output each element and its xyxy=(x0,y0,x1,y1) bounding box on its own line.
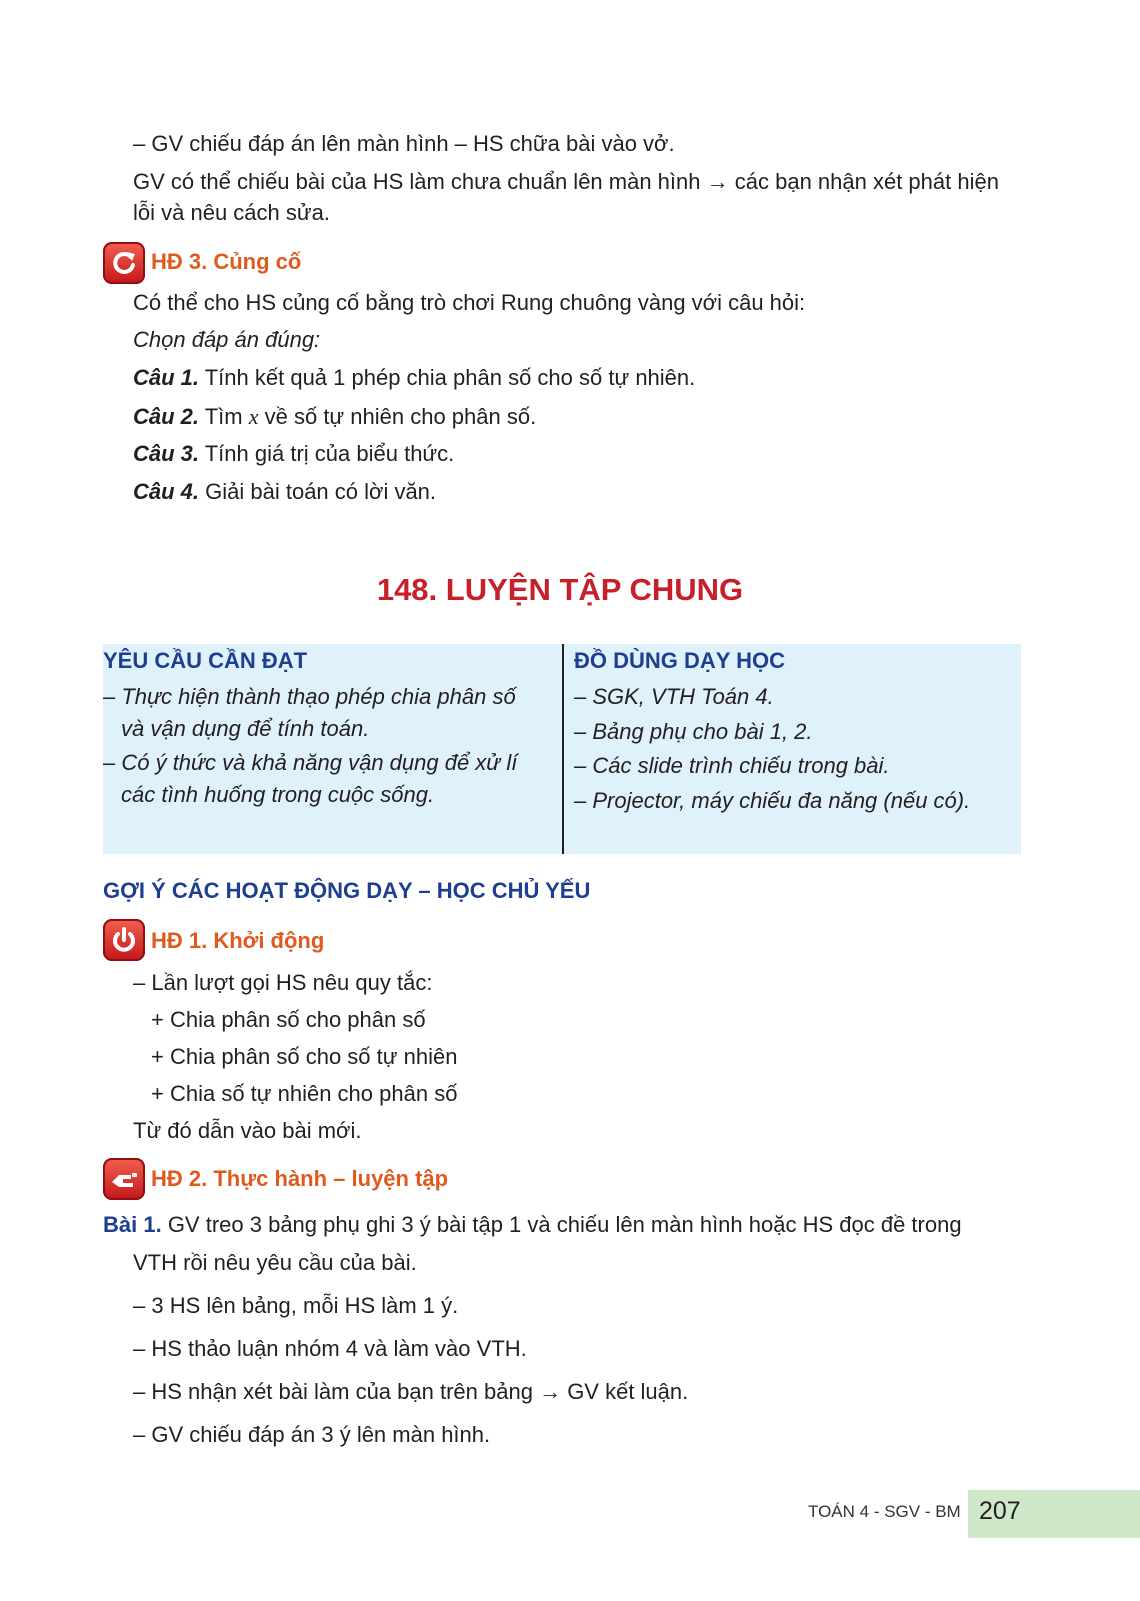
column-divider xyxy=(562,644,564,854)
hd3-prompt: Chọn đáp án đúng: xyxy=(133,327,321,352)
hand-point-icon xyxy=(103,1158,145,1200)
page-number: 207 xyxy=(979,1497,1021,1525)
activities-heading: GỢI Ý CÁC HOẠT ĐỘNG DẠY – HỌC CHỦ YẾU xyxy=(103,878,591,903)
exercise-label: Bài 1. xyxy=(103,1212,162,1237)
hd2-title: HĐ 2. Thực hành – luyện tập xyxy=(151,1166,449,1191)
requirement-line: – Thực hiện thành thạo phép chia phân số xyxy=(103,684,516,709)
arrow-right-icon: → xyxy=(539,1379,562,1404)
question-item xyxy=(133,404,536,430)
hd1-line: + Chia phân số cho phân số xyxy=(151,1007,426,1032)
exercise-line: VTH rồi nêu yêu cầu của bài. xyxy=(133,1250,417,1275)
text-fragment: GV kết luận. xyxy=(567,1379,689,1404)
question-label: Câu 3. xyxy=(133,441,200,466)
requirement-line: – Có ý thức và khả năng vận dụng để xử lí xyxy=(103,750,518,775)
text-fragment: – HS nhận xét bài làm của bạn trên bảng xyxy=(133,1379,533,1404)
question-item xyxy=(133,479,436,505)
hd3-intro: Có thể cho HS củng cố bằng trò chơi Rung chuông vàng với câu hỏi: xyxy=(133,290,806,315)
math-variable: x xyxy=(248,404,259,429)
requirement-line: và vận dụng để tính toán. xyxy=(121,716,370,741)
hd1-line: Từ đó dẫn vào bài mới. xyxy=(133,1118,362,1143)
step-line: – GV chiếu đáp án 3 ý lên màn hình. xyxy=(133,1422,491,1447)
question-text: Tính kết quả 1 phép chia phân số cho số tự nhiên. xyxy=(199,365,696,390)
requirement-line: các tình huống trong cuộc sống. xyxy=(121,782,435,807)
question-text: về số tự nhiên cho phân số. xyxy=(258,404,537,429)
step-line: – 3 HS lên bảng, mỗi HS làm 1 ý. xyxy=(133,1293,459,1318)
requirements-heading: YÊU CẦU CẦN ĐẠT xyxy=(103,648,308,673)
footer-book-title: TOÁN 4 - SGV - BM xyxy=(808,1502,961,1521)
question-item xyxy=(133,365,695,391)
text-fragment: các bạn nhận xét phát hiện xyxy=(734,169,999,194)
material-line: – SGK, VTH Toán 4. xyxy=(574,684,774,709)
hd1-line: – Lần lượt gọi HS nêu quy tắc: xyxy=(133,970,433,995)
exercise-line xyxy=(103,1212,962,1238)
material-line: – Các slide trình chiếu trong bài. xyxy=(574,753,890,778)
text-line: lỗi và nêu cách sửa. xyxy=(133,200,330,225)
question-label: Câu 2. xyxy=(133,404,200,429)
hd1-line: + Chia số tự nhiên cho phân số xyxy=(151,1081,458,1106)
hd1-title: HĐ 1. Khởi động xyxy=(151,928,325,953)
refresh-icon xyxy=(103,242,145,284)
text-fragment: GV có thể chiếu bài của HS làm chưa chuẩn lên màn hình xyxy=(133,169,701,194)
question-label: Câu 1. xyxy=(133,365,200,390)
question-text: Tìm xyxy=(199,404,249,429)
question-label: Câu 4. xyxy=(133,479,200,504)
materials-heading: ĐỒ DÙNG DẠY HỌC xyxy=(574,648,786,673)
text-line: – GV chiếu đáp án lên màn hình – HS chữa bài vào vở. xyxy=(133,131,675,156)
question-text: Tính giá trị của biểu thức. xyxy=(199,441,455,466)
step-line xyxy=(133,1379,688,1405)
question-item xyxy=(133,441,454,467)
material-line: – Bảng phụ cho bài 1, 2. xyxy=(574,719,813,744)
material-line: – Projector, máy chiếu đa năng (nếu có). xyxy=(574,788,971,813)
hd1-line: + Chia phân số cho số tự nhiên xyxy=(151,1044,458,1069)
hd3-title: HĐ 3. Củng cố xyxy=(151,249,302,274)
power-icon xyxy=(103,919,145,961)
arrow-right-icon: → xyxy=(706,169,729,194)
step-line: – HS thảo luận nhóm 4 và làm vào VTH. xyxy=(133,1336,527,1361)
text-line xyxy=(133,169,999,195)
lesson-title: 148. LUYỆN TẬP CHUNG xyxy=(376,572,744,607)
exercise-text: GV treo 3 bảng phụ ghi 3 ý bài tập 1 và chiếu lên màn hình hoặc HS đọc đề trong xyxy=(161,1212,962,1237)
question-text: Giải bài toán có lời văn. xyxy=(199,479,437,504)
